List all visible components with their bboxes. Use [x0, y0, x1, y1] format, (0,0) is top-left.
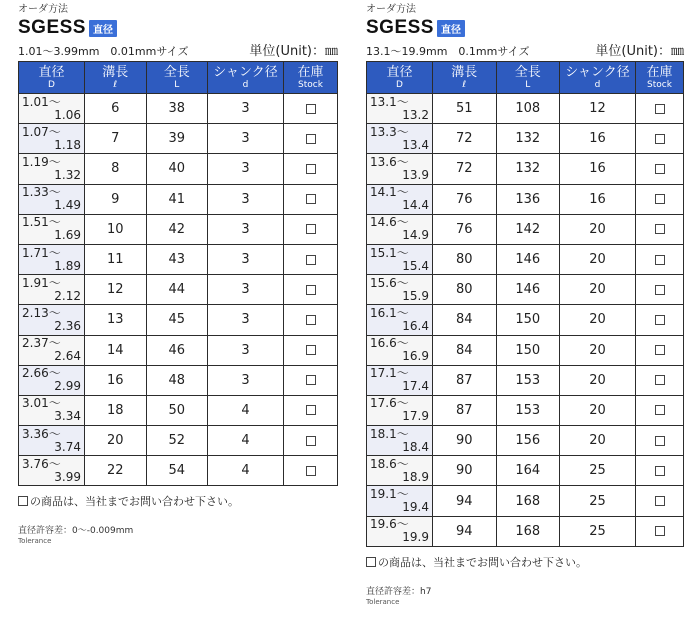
diameter-badge: 直径 — [89, 20, 117, 37]
tolerance-text: 直径許容差：0～-0.009mm — [18, 526, 134, 537]
cell-shank-diameter: 3 — [208, 244, 284, 274]
table-row — [367, 486, 684, 516]
cell-shank-diameter: 3 — [208, 335, 284, 365]
table-row — [367, 124, 684, 154]
order-type-label: オーダ方法 — [366, 4, 416, 15]
range-row — [18, 39, 338, 59]
stock-checkbox-icon — [655, 194, 665, 204]
cell-stock — [636, 154, 684, 184]
stock-checkbox-icon — [655, 224, 665, 234]
cell-overall-length: 156 — [496, 426, 560, 456]
cell-flute-length: 16 — [85, 365, 147, 395]
header-flute-length: 溝長 ℓ — [433, 62, 497, 94]
table-row — [19, 365, 338, 395]
cell-overall-length: 132 — [496, 124, 560, 154]
cell-flute-length: 7 — [85, 124, 147, 154]
range-row — [366, 39, 684, 59]
cell-flute-length: 10 — [85, 214, 147, 244]
table-row — [367, 426, 684, 456]
diameter-badge: 直径 — [437, 20, 465, 37]
cell-flute-length: 87 — [433, 365, 497, 395]
header-overall-length: 全長 L — [146, 62, 208, 94]
size-range: 1.01～3.99mm 0.01mmサイズ — [18, 45, 189, 58]
cell-stock — [636, 395, 684, 425]
cell-diameter: 1.51～ 1.69 — [19, 214, 85, 244]
cell-diameter: 2.37～ 2.64 — [19, 335, 85, 365]
cell-diameter: 16.6～ 16.9 — [367, 335, 433, 365]
stock-checkbox-icon — [655, 285, 665, 295]
header-stock: 在庫 Stock — [636, 62, 684, 94]
cell-stock — [636, 124, 684, 154]
cell-stock — [284, 154, 338, 184]
cell-diameter: 17.1～ 17.4 — [367, 365, 433, 395]
stock-checkbox-icon — [306, 194, 316, 204]
stock-note — [18, 493, 338, 509]
cell-stock — [636, 365, 684, 395]
table-body — [19, 94, 338, 486]
table-row — [19, 244, 338, 274]
cell-shank-diameter: 25 — [560, 486, 636, 516]
cell-flute-length: 8 — [85, 154, 147, 184]
cell-shank-diameter: 20 — [560, 426, 636, 456]
cell-diameter: 13.1～ 13.2 — [367, 94, 433, 124]
table-row — [19, 305, 338, 335]
cell-overall-length: 153 — [496, 395, 560, 425]
cell-flute-length: 76 — [433, 184, 497, 214]
table-row — [19, 335, 338, 365]
cell-flute-length: 11 — [85, 244, 147, 274]
cell-overall-length: 43 — [146, 244, 208, 274]
cell-shank-diameter: 3 — [208, 275, 284, 305]
table-row — [19, 456, 338, 486]
cell-shank-diameter: 3 — [208, 154, 284, 184]
cell-overall-length: 41 — [146, 184, 208, 214]
checkbox-icon — [366, 557, 376, 567]
cell-stock — [284, 214, 338, 244]
cell-shank-diameter: 20 — [560, 244, 636, 274]
cell-flute-length: 14 — [85, 335, 147, 365]
cell-shank-diameter: 3 — [208, 94, 284, 124]
cell-shank-diameter: 20 — [560, 275, 636, 305]
stock-checkbox-icon — [306, 375, 316, 385]
checkbox-icon — [18, 496, 28, 506]
cell-diameter: 18.6～ 18.9 — [367, 456, 433, 486]
cell-flute-length: 80 — [433, 244, 497, 274]
stock-checkbox-icon — [655, 405, 665, 415]
header-diameter: 直径 D — [367, 62, 433, 94]
stock-checkbox-icon — [655, 345, 665, 355]
header-shank-diameter: シャンク径 d — [560, 62, 636, 94]
cell-diameter: 16.1～ 16.4 — [367, 305, 433, 335]
cell-diameter: 17.6～ 17.9 — [367, 395, 433, 425]
cell-flute-length: 84 — [433, 305, 497, 335]
tolerance-en: Tolerance — [366, 597, 400, 606]
table-row — [367, 335, 684, 365]
cell-diameter: 19.1～ 19.4 — [367, 486, 433, 516]
stock-checkbox-icon — [306, 134, 316, 144]
stock-checkbox-icon — [306, 164, 316, 174]
cell-overall-length: 39 — [146, 124, 208, 154]
cell-shank-diameter: 4 — [208, 426, 284, 456]
stock-checkbox-icon — [655, 436, 665, 446]
unit-label: 単位(Unit)：㎜ — [595, 44, 684, 59]
stock-note — [366, 554, 684, 570]
cell-stock — [284, 305, 338, 335]
cell-overall-length: 40 — [146, 154, 208, 184]
title-row — [366, 17, 684, 39]
cell-shank-diameter: 12 — [560, 94, 636, 124]
cell-diameter: 18.1～ 18.4 — [367, 426, 433, 456]
table-row — [367, 516, 684, 546]
cell-overall-length: 108 — [496, 94, 560, 124]
cell-overall-length: 164 — [496, 456, 560, 486]
tolerance-block — [18, 523, 338, 545]
cell-flute-length: 12 — [85, 275, 147, 305]
table-row — [367, 395, 684, 425]
cell-stock — [284, 275, 338, 305]
cell-diameter: 15.1～ 15.4 — [367, 244, 433, 274]
cell-diameter: 19.6～ 19.9 — [367, 516, 433, 546]
cell-overall-length: 42 — [146, 214, 208, 244]
cell-stock — [636, 486, 684, 516]
stock-checkbox-icon — [655, 466, 665, 476]
stock-checkbox-icon — [655, 255, 665, 265]
cell-flute-length: 22 — [85, 456, 147, 486]
cell-overall-length: 146 — [496, 244, 560, 274]
tolerance-text: 直径許容差：h7 — [366, 586, 432, 597]
table-row — [367, 456, 684, 486]
cell-stock — [284, 456, 338, 486]
size-range: 13.1～19.9mm 0.1mmサイズ — [366, 45, 530, 58]
cell-stock — [636, 214, 684, 244]
cell-diameter: 13.6～ 13.9 — [367, 154, 433, 184]
table-row — [19, 124, 338, 154]
stock-note-text: の商品は、当社までお問い合わせ下さい。 — [378, 555, 587, 569]
cell-shank-diameter: 3 — [208, 124, 284, 154]
model-name: SGESS — [18, 17, 86, 38]
cell-diameter: 1.01～ 1.06 — [19, 94, 85, 124]
cell-diameter: 3.01～ 3.34 — [19, 395, 85, 425]
table-row — [367, 94, 684, 124]
table-header-row — [367, 62, 684, 94]
tolerance-en: Tolerance — [18, 537, 52, 546]
stock-checkbox-icon — [306, 315, 316, 325]
cell-flute-length: 13 — [85, 305, 147, 335]
cell-stock — [636, 94, 684, 124]
model-name: SGESS — [366, 17, 434, 38]
cell-flute-length: 6 — [85, 94, 147, 124]
cell-flute-length: 76 — [433, 214, 497, 244]
cell-stock — [636, 275, 684, 305]
title-row — [18, 17, 338, 39]
table-row — [19, 275, 338, 305]
header-shank-diameter: シャンク径 d — [208, 62, 284, 94]
cell-overall-length: 150 — [496, 335, 560, 365]
stock-checkbox-icon — [306, 345, 316, 355]
cell-stock — [636, 456, 684, 486]
stock-checkbox-icon — [306, 104, 316, 114]
cell-stock — [636, 184, 684, 214]
cell-flute-length: 51 — [433, 94, 497, 124]
cell-flute-length: 80 — [433, 275, 497, 305]
cell-shank-diameter: 25 — [560, 516, 636, 546]
header-flute-length: 溝長 ℓ — [85, 62, 147, 94]
cell-overall-length: 150 — [496, 305, 560, 335]
table-row — [367, 244, 684, 274]
cell-stock — [636, 305, 684, 335]
cell-diameter: 14.6～ 14.9 — [367, 214, 433, 244]
cell-diameter: 1.33～ 1.49 — [19, 184, 85, 214]
table-row — [19, 395, 338, 425]
cell-overall-length: 52 — [146, 426, 208, 456]
table-row — [367, 365, 684, 395]
header-overall-length: 全長 L — [496, 62, 560, 94]
cell-flute-length: 94 — [433, 486, 497, 516]
cell-diameter: 2.66～ 2.99 — [19, 365, 85, 395]
cell-overall-length: 153 — [496, 365, 560, 395]
table-row — [367, 275, 684, 305]
cell-stock — [284, 94, 338, 124]
cell-diameter: 15.6～ 15.9 — [367, 275, 433, 305]
table-row — [19, 184, 338, 214]
cell-stock — [636, 516, 684, 546]
cell-flute-length: 72 — [433, 124, 497, 154]
cell-overall-length: 146 — [496, 275, 560, 305]
cell-diameter: 13.3～ 13.4 — [367, 124, 433, 154]
cell-stock — [636, 426, 684, 456]
table-row — [19, 154, 338, 184]
table-row — [367, 154, 684, 184]
cell-diameter: 1.71～ 1.89 — [19, 244, 85, 274]
cell-shank-diameter: 3 — [208, 184, 284, 214]
cell-flute-length: 90 — [433, 426, 497, 456]
cell-shank-diameter: 16 — [560, 184, 636, 214]
cell-flute-length: 9 — [85, 184, 147, 214]
cell-overall-length: 136 — [496, 184, 560, 214]
cell-flute-length: 84 — [433, 335, 497, 365]
cell-flute-length: 20 — [85, 426, 147, 456]
stock-checkbox-icon — [306, 285, 316, 295]
cell-shank-diameter: 16 — [560, 124, 636, 154]
cell-overall-length: 54 — [146, 456, 208, 486]
stock-checkbox-icon — [655, 134, 665, 144]
cell-shank-diameter: 20 — [560, 305, 636, 335]
cell-flute-length: 94 — [433, 516, 497, 546]
cell-diameter: 3.36～ 3.74 — [19, 426, 85, 456]
cell-shank-diameter: 4 — [208, 456, 284, 486]
stock-checkbox-icon — [655, 375, 665, 385]
cell-overall-length: 142 — [496, 214, 560, 244]
spec-table — [18, 61, 338, 486]
order-type-label: オーダ方法 — [18, 4, 68, 15]
cell-stock — [636, 335, 684, 365]
cell-stock — [284, 365, 338, 395]
left-panel — [18, 0, 338, 545]
stock-checkbox-icon — [655, 496, 665, 506]
cell-stock — [284, 184, 338, 214]
cell-stock — [284, 335, 338, 365]
cell-diameter: 1.19～ 1.32 — [19, 154, 85, 184]
cell-diameter: 14.1～ 14.4 — [367, 184, 433, 214]
cell-overall-length: 45 — [146, 305, 208, 335]
cell-shank-diameter: 3 — [208, 214, 284, 244]
cell-diameter: 1.07～ 1.18 — [19, 124, 85, 154]
cell-diameter: 3.76～ 3.99 — [19, 456, 85, 486]
cell-flute-length: 90 — [433, 456, 497, 486]
table-body — [367, 94, 684, 547]
stock-checkbox-icon — [306, 224, 316, 234]
cell-shank-diameter: 20 — [560, 214, 636, 244]
header-stock: 在庫 Stock — [284, 62, 338, 94]
cell-diameter: 1.91～ 2.12 — [19, 275, 85, 305]
table-row — [367, 305, 684, 335]
unit-label: 単位(Unit)：㎜ — [249, 44, 338, 59]
cell-shank-diameter: 3 — [208, 305, 284, 335]
table-row — [19, 94, 338, 124]
cell-overall-length: 50 — [146, 395, 208, 425]
stock-checkbox-icon — [306, 436, 316, 446]
cell-stock — [284, 426, 338, 456]
table-row — [19, 426, 338, 456]
cell-shank-diameter: 20 — [560, 365, 636, 395]
table-header-row — [19, 62, 338, 94]
cell-diameter: 2.13～ 2.36 — [19, 305, 85, 335]
cell-stock — [284, 124, 338, 154]
table-row — [367, 214, 684, 244]
cell-flute-length: 18 — [85, 395, 147, 425]
stock-checkbox-icon — [655, 526, 665, 536]
stock-checkbox-icon — [655, 104, 665, 114]
cell-overall-length: 44 — [146, 275, 208, 305]
stock-note-text: の商品は、当社までお問い合わせ下さい。 — [30, 495, 239, 509]
cell-overall-length: 46 — [146, 335, 208, 365]
spec-table — [366, 61, 684, 547]
cell-shank-diameter: 16 — [560, 154, 636, 184]
cell-shank-diameter: 20 — [560, 395, 636, 425]
table-row — [19, 214, 338, 244]
cell-overall-length: 38 — [146, 94, 208, 124]
cell-shank-diameter: 20 — [560, 335, 636, 365]
tolerance-block — [366, 584, 684, 606]
cell-overall-length: 168 — [496, 486, 560, 516]
stock-checkbox-icon — [306, 405, 316, 415]
cell-flute-length: 87 — [433, 395, 497, 425]
cell-shank-diameter: 3 — [208, 365, 284, 395]
header-diameter: 直径 D — [19, 62, 85, 94]
cell-flute-length: 72 — [433, 154, 497, 184]
cell-stock — [284, 244, 338, 274]
cell-overall-length: 132 — [496, 154, 560, 184]
cell-overall-length: 48 — [146, 365, 208, 395]
cell-shank-diameter: 4 — [208, 395, 284, 425]
stock-checkbox-icon — [306, 255, 316, 265]
table-row — [367, 184, 684, 214]
cell-shank-diameter: 25 — [560, 456, 636, 486]
cell-stock — [284, 395, 338, 425]
stock-checkbox-icon — [655, 315, 665, 325]
stock-checkbox-icon — [306, 466, 316, 476]
right-panel — [366, 0, 684, 606]
stock-checkbox-icon — [655, 164, 665, 174]
cell-stock — [636, 244, 684, 274]
cell-overall-length: 168 — [496, 516, 560, 546]
